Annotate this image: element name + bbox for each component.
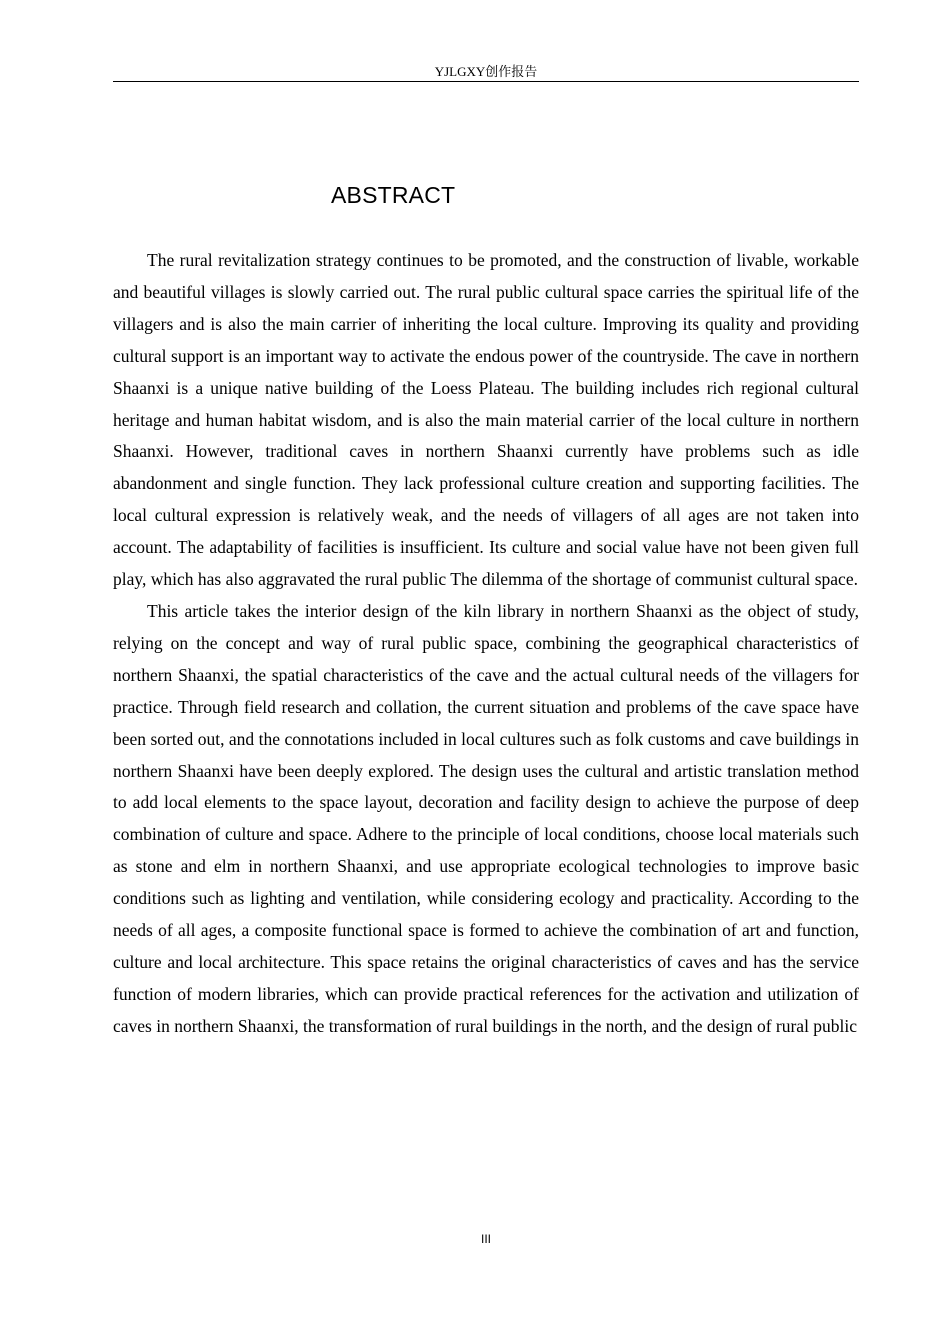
abstract-body	[113, 245, 859, 1043]
abstract-paragraph-2: This article takes the interior design of the kiln library in northern Shaanxi as the object of study, relying on the concept and way of rural public space, combining the geographical characteristics of northern Shaanxi, the spatial characteristics of the cave and the actual cultural needs of the villagers for practice. Through field research and collation, the current situation and problems of the cave space have been sorted out, and the connotations included in local cultures such as folk customs and cave buildings in northern Shaanxi have been deeply explored. The design uses the cultural and artistic translation method to add local elements to the space layout, decoration and facility design to achieve the purpose of deep combination of culture and space. Adhere to the principle of local conditions, choose local materials such as stone and elm in northern Shaanxi, and use appropriate ecological technologies to improve basic conditions such as lighting and ventilation, while considering ecology and practicality. According to the needs of all ages, a composite functional space is formed to achieve the combination of art and function, culture and local architecture. This space retains the original characteristics of caves and has the service function of modern libraries, which can provide practical references for the activation and utilization of caves in northern Shaanxi, the transformation of rural buildings in the north, and the design of rural public	[113, 600, 859, 1036]
page-number: III	[480, 1232, 491, 1246]
abstract-paragraph-1: The rural revitalization strategy continues to be promoted, and the construction of livable, workable and beautiful villages is slowly carried out. The rural public cultural space carries the spiritual life of the villagers and is also the main carrier of inheriting the local culture. Improving its quality and providing cultural support is an important way to activate the endous power of the countryside. The cave in northern Shaanxi is a unique native building of the Loess Plateau. The building includes rich regional cultural heritage and human habitat wisdom, and is also the main material carrier of the local culture in northern Shaanxi. However, traditional caves in northern Shaanxi currently have problems such as idle abandonment and single function. They lack professional culture creation and supporting facilities. The local cultural expression is relatively weak, and the needs of villagers of all ages are not taken into account. The adaptability of facilities is insufficient. Its culture and social value have not been given full play, which has also aggravated the rural public The dilemma of the shortage of communist cultural space.	[113, 250, 859, 590]
page-header: YJLGXY创作报告	[113, 64, 859, 82]
abstract-title: ABSTRACT	[331, 182, 456, 208]
